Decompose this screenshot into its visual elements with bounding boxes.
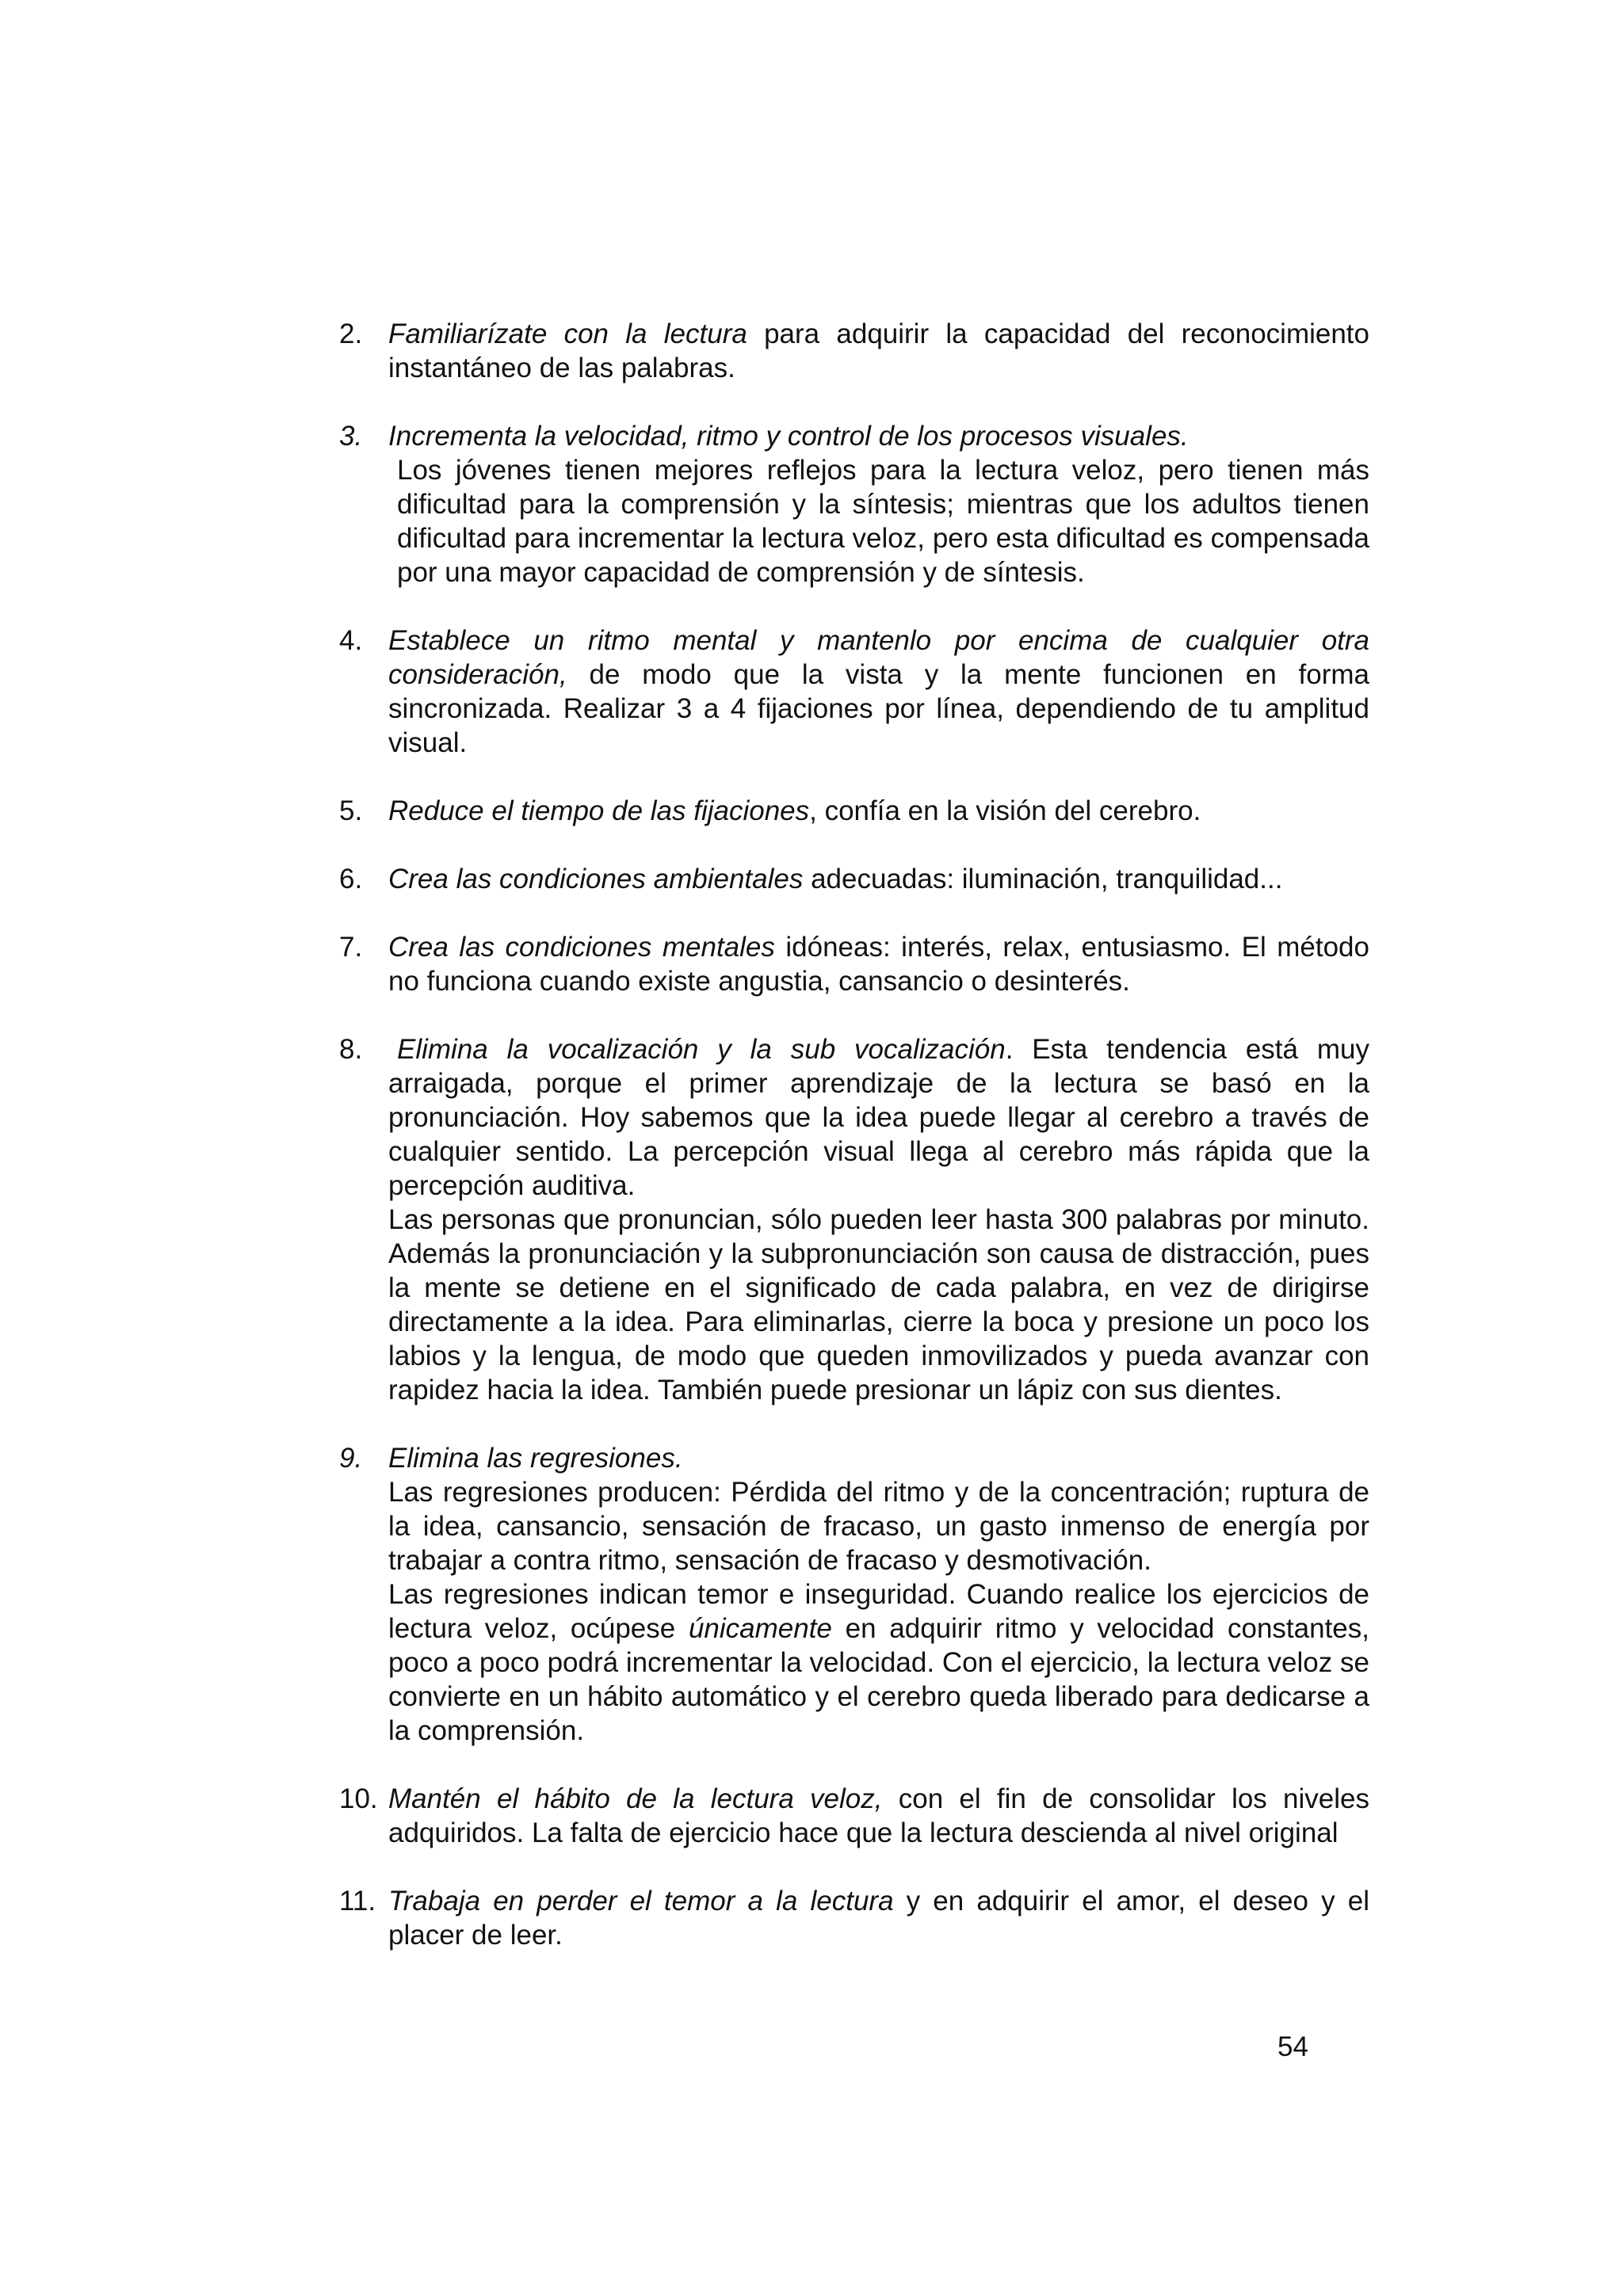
list-item-8 bbox=[339, 1032, 1369, 1407]
item-lead: Mantén el hábito de la lectura veloz, bbox=[388, 1783, 883, 1814]
item-text: adecuadas: iluminación, tranquilidad... bbox=[803, 864, 1283, 894]
list-item-7 bbox=[339, 930, 1369, 998]
numbered-list bbox=[339, 317, 1369, 1986]
list-item-6 bbox=[339, 862, 1369, 896]
item-lead: Familiarízate con la lectura bbox=[388, 318, 747, 349]
item-lead: Crea las condiciones mentales bbox=[388, 932, 775, 963]
item-body bbox=[388, 1884, 1369, 1952]
item-text: idóneas: interés, relax, entusiasmo. El método no funciona cuando existe angustia, cansancio o desinterés. bbox=[388, 932, 1369, 997]
item-text: para adquirir la capacidad del reconocimiento instantáneo de las palabras. bbox=[388, 318, 1369, 383]
item-number: 11. bbox=[339, 1886, 376, 1917]
list-item-4 bbox=[339, 624, 1369, 760]
item-number: 2. bbox=[339, 318, 363, 349]
item-text: de modo que la vista y la mente funcionen en forma sincronizada. Realizar 3 a 4 fijaciones por línea, dependiendo de tu amplitud visual. bbox=[388, 659, 1369, 758]
item-text: con el fin de consolidar los niveles adquiridos. La falta de ejercicio hace que la lectura descienda al nivel original bbox=[388, 1783, 1370, 1848]
item-text: y en adquirir el amor, el deseo y el placer de leer. bbox=[388, 1886, 1369, 1951]
item-number: 5. bbox=[339, 795, 363, 826]
paragraph-text: en adquirir ritmo y velocidad constantes, poco a poco podrá incrementar la velocidad. Con el ejercicio, la lectura veloz se convierte en un hábito automático y el cerebro queda liberado para dedicarse a la comprensión. bbox=[388, 1613, 1369, 1746]
item-paragraph: Las regresiones producen: Pérdida del ritmo y de la concentración; ruptura de la idea, cansancio, sensación de fracaso, un gasto inmenso de energía por trabajar a contra ritmo, sensación de fracaso y desmotivación. bbox=[388, 1477, 1369, 1576]
item-body bbox=[388, 1441, 1369, 1748]
item-paragraph: Los jóvenes tienen mejores reflejos para la lectura veloz, pero tienen más dificultad para la comprensión y la síntesis; mientras que los adultos tienen dificultad para incrementar la lectura veloz, pero esta dificultad es compensada por una mayor capacidad de comprensión y de síntesis. bbox=[397, 455, 1369, 588]
item-number: 4. bbox=[339, 625, 363, 656]
item-body bbox=[388, 1782, 1369, 1850]
list-item-10 bbox=[339, 1782, 1369, 1850]
emphasis-text: únicamente bbox=[688, 1613, 832, 1644]
item-lead: Elimina la vocalización y la sub vocalización bbox=[397, 1034, 1006, 1065]
list-item-9 bbox=[339, 1441, 1369, 1748]
item-text: . Esta tendencia está muy arraigada, porque el primer aprendizaje de la lectura se basó en la pronunciación. Hoy sabemos que la idea puede llegar al cerebro a través de cualquier sentido. La percepción visual llega al cerebro más rápida que la percepción auditiva. bbox=[388, 1034, 1369, 1201]
item-lead: Elimina las regresiones. bbox=[388, 1443, 683, 1474]
item-number: 6. bbox=[339, 864, 363, 894]
paragraph-text: Las regresiones indican temor e inseguridad. Cuando realice los ejercicios de lectura veloz, ocúpese bbox=[388, 1579, 1369, 1644]
item-lead: Reduce el tiempo de las fijaciones bbox=[388, 795, 810, 826]
item-body bbox=[388, 794, 1369, 828]
item-number: 10. bbox=[339, 1783, 378, 1814]
item-body bbox=[388, 1032, 1369, 1407]
item-lead: Crea las condiciones ambientales bbox=[388, 864, 804, 894]
item-body bbox=[388, 317, 1369, 385]
item-body bbox=[388, 624, 1369, 760]
list-item-11 bbox=[339, 1884, 1369, 1952]
list-item-5 bbox=[339, 794, 1369, 828]
item-lead: Trabaja en perder el temor a la lectura bbox=[388, 1886, 894, 1917]
item-number: 8. bbox=[339, 1034, 363, 1065]
list-item-2 bbox=[339, 317, 1369, 385]
item-paragraph: Las personas que pronuncian, sólo pueden leer hasta 300 palabras por minuto. Además la pronunciación y la subpronunciación son causa de distracción, pues la mente se detiene en el significado de cada palabra, en vez de dirigirse directamente a la idea. Para eliminarlas, cierre la boca y presione un poco los labios y la lengua, de modo que queden inmovilizados y pueda avanzar con rapidez hacia la idea. También puede presionar un lápiz con sus dientes. bbox=[388, 1204, 1369, 1405]
page-number: 54 bbox=[1277, 2031, 1308, 2062]
item-body bbox=[388, 419, 1369, 589]
item-lead: Establece un ritmo mental y mantenlo por encima de cualquier otra consideración, bbox=[388, 625, 1369, 690]
item-number: 3. bbox=[339, 421, 363, 452]
item-body bbox=[388, 862, 1369, 896]
list-item-3 bbox=[339, 419, 1369, 589]
item-paragraph-2 bbox=[388, 1577, 1369, 1748]
item-number: 9. bbox=[339, 1443, 363, 1474]
item-body bbox=[388, 930, 1369, 998]
item-lead: Incrementa la velocidad, ritmo y control de los procesos visuales. bbox=[388, 421, 1189, 452]
item-number: 7. bbox=[339, 932, 363, 963]
item-text: , confía en la visión del cerebro. bbox=[809, 795, 1201, 826]
